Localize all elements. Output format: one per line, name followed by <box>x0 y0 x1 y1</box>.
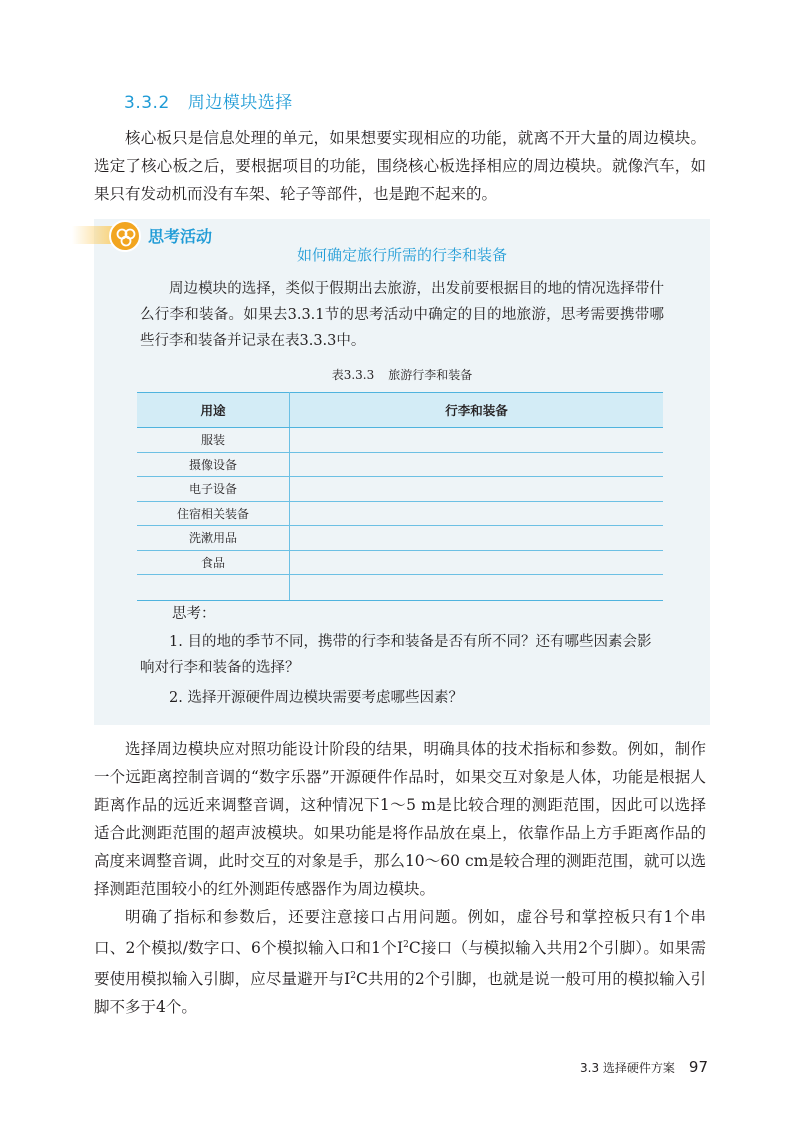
section-number: 3.3.2 <box>124 93 170 113</box>
superscript-2: 2 <box>403 940 409 950</box>
question-1: 1. 目的地的季节不同，携带的行李和装备是否有所不同？还有哪些因素会影响对行李和装备的选择？ <box>140 634 652 676</box>
row-purpose <box>137 575 290 601</box>
page-number: 97 <box>688 1058 708 1076</box>
header-purpose: 用途 <box>137 393 290 428</box>
row-items-cell[interactable] <box>290 477 664 502</box>
row-items-cell[interactable] <box>290 526 664 551</box>
table-row <box>137 526 663 551</box>
row-purpose: 洗漱用品 <box>137 526 290 551</box>
table-row <box>137 428 663 453</box>
row-purpose: 住宿相关装备 <box>137 501 290 526</box>
paragraph-intro: 核心板只是信息处理的单元，如果想要实现相应的功能，就离不开大量的周边模块。选定了核心板之后，要根据项目的功能，围绕核心板选择相应的周边模块。就像汽车，如果只有发动机而没有车架、轮子等部件，也是跑不起来的。 <box>94 129 706 203</box>
row-items-cell[interactable] <box>290 575 664 601</box>
row-purpose: 服装 <box>137 428 290 453</box>
paragraph-selection: 选择周边模块应对照功能设计阶段的结果，明确具体的技术指标和参数。例如，制作一个远距离控制音调的“数字乐器”开源硬件作品时，如果交互对象是人体，功能是根据人距离作品的远近来调整音调，这种情况下1～5 m是比较合理的测距范围，因此可以选择适合此测距范围的超声波模块。如果功能是将作品放在桌上，依靠作品上方手距离作品的高度来调整音调，此时交互的对象是手，那么10～60 cm是较合理的测距范围，就可以选择测距范围较小的红外测距传感器作为周边模块。 <box>94 740 706 898</box>
table-header-row <box>137 393 663 428</box>
row-items-cell[interactable] <box>290 550 664 575</box>
table-caption-number: 表3.3.3 <box>331 368 375 382</box>
table-row <box>137 575 663 601</box>
superscript-2b: 2 <box>350 971 356 981</box>
luggage-table <box>137 392 663 601</box>
row-items-cell[interactable] <box>290 501 664 526</box>
interface-text-1: 明确了指标和参数后，还要注意接口占用问题。例如，虚谷号和掌控板只有1个串口、2个模拟/数字口、6个模拟输入口和1个I <box>94 908 706 957</box>
page-footer <box>580 1058 708 1076</box>
row-purpose: 电子设备 <box>137 477 290 502</box>
activity-title: 如何确定旅行所需的行李和装备 <box>296 246 507 264</box>
activity-label: 思考活动 <box>148 227 213 246</box>
table-row <box>137 550 663 575</box>
section-heading <box>124 88 293 113</box>
paragraph-interface <box>94 903 706 1021</box>
row-items-cell[interactable] <box>290 428 664 453</box>
table-row <box>137 501 663 526</box>
think-label: 思考： <box>172 606 216 622</box>
footer-section: 3.3 选择硬件方案 <box>580 1061 675 1075</box>
interface-text-3: C共用的2个引脚，也就是说一般可用的模拟输入引脚不多于4个。 <box>94 970 707 1016</box>
header-items: 行李和装备 <box>290 393 664 428</box>
table-caption-title: 旅游行李和装备 <box>388 368 473 382</box>
question-2: 2. 选择开源硬件周边模块需要考虑哪些因素？ <box>169 690 463 706</box>
table-caption <box>94 366 710 383</box>
interface-text-2: C接口（与模拟输入共用2个引脚）。如果需要使用模拟输入引脚，应尽量避开与I <box>94 939 706 988</box>
activity-description: 周边模块的选择，类似于假期出去旅游，出发前要根据目的地的情况选择带什么行李和装备。如果去3.3.1节的思考活动中确定的目的地旅游，思考需要携带哪些行李和装备并记录在表3.3.3中。 <box>140 281 664 349</box>
table-row <box>137 452 663 477</box>
row-purpose: 食品 <box>137 550 290 575</box>
row-items-cell[interactable] <box>290 452 664 477</box>
section-title-text: 周边模块选择 <box>187 93 293 113</box>
row-purpose: 摄像设备 <box>137 452 290 477</box>
table-row <box>137 477 663 502</box>
